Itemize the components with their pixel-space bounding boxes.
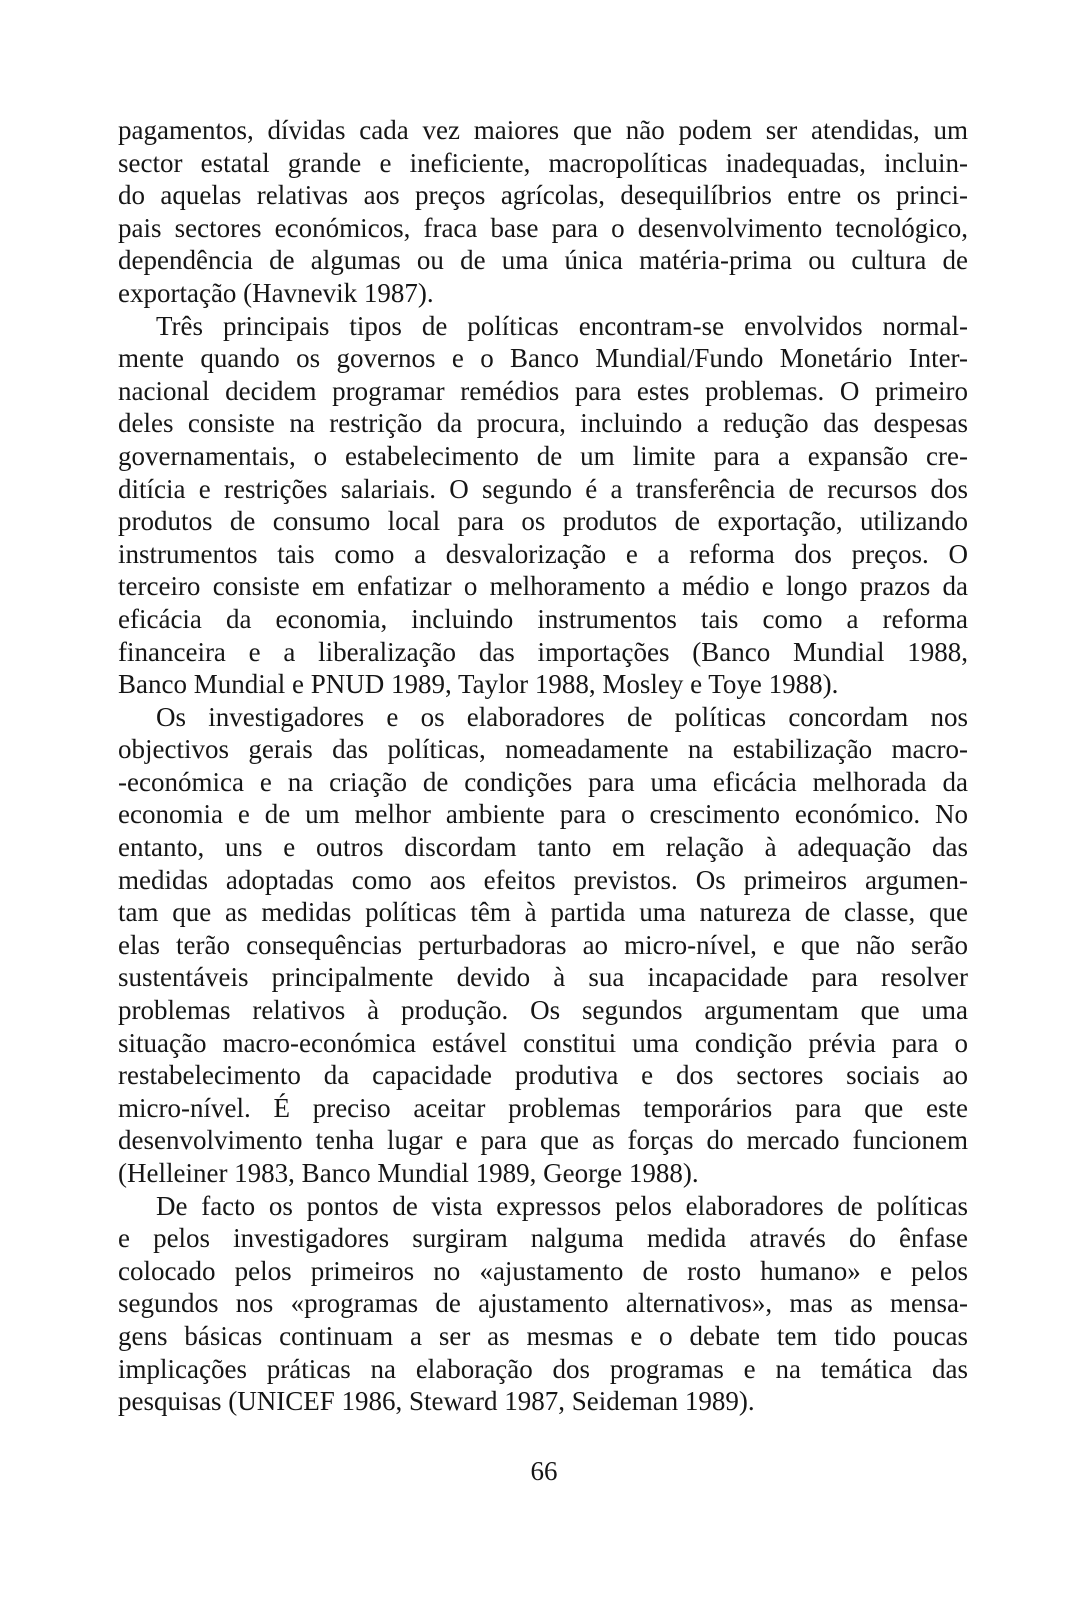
text-line: dependência de algumas ou de uma única matéria-prima ou cultura de	[118, 245, 968, 276]
text-line: economia e de um melhor ambiente para o crescimento económico. No	[118, 799, 968, 830]
text-line: De facto os pontos de vista expressos pelos elaboradores de políticas	[156, 1190, 968, 1221]
paragraph	[118, 114, 968, 310]
text-line: do aquelas relativas aos preços agrícolas, desequilíbrios entre os princi-	[118, 180, 968, 211]
text-line: Os investigadores e os elaboradores de políticas concordam nos	[156, 701, 968, 732]
text-line: gens básicas continuam a ser as mesmas e o debate tem tido poucas	[118, 1320, 968, 1351]
text-line: nacional decidem programar remédios para estes problemas. O primeiro	[118, 375, 968, 406]
text-line: problemas relativos à produção. Os segundos argumentam que uma	[118, 995, 968, 1026]
text-line: ditícia e restrições salariais. O segundo é a transferência de recursos dos	[118, 473, 968, 504]
text-line: medidas adoptadas como aos efeitos previstos. Os primeiros argumen-	[118, 864, 968, 895]
text-line: elas terão consequências perturbadoras ao micro-nível, e que não serão	[118, 929, 968, 960]
text-line: entanto, uns e outros discordam tanto em relação à adequação das	[118, 832, 968, 863]
text-line: micro-nível. É preciso aceitar problemas temporários para que este	[118, 1092, 968, 1123]
text-line: mente quando os governos e o Banco Mundial/Fundo Monetário Inter-	[118, 343, 968, 374]
text-line: e pelos investigadores surgiram nalguma medida através do ênfase	[118, 1223, 968, 1254]
body-text	[118, 114, 968, 1418]
text-line: pagamentos, dívidas cada vez maiores que não podem ser atendidas, um	[118, 115, 968, 145]
text-line: Banco Mundial e PNUD 1989, Taylor 1988, Mosley e Toye 1988).	[118, 669, 839, 700]
text-line: segundos nos «programas de ajustamento alternativos», mas as mensa-	[118, 1288, 968, 1319]
text-line: sector estatal grande e ineficiente, macropolíticas inadequadas, incluin-	[118, 147, 968, 178]
text-line: pesquisas (UNICEF 1986, Steward 1987, Seideman 1989).	[118, 1386, 755, 1417]
text-line: eficácia da economia, incluindo instrumentos tais como a reforma	[118, 603, 968, 634]
text-line: financeira e a liberalização das importações (Banco Mundial 1988,	[118, 636, 968, 667]
text-line: desenvolvimento tenha lugar e para que as forças do mercado funcionem	[118, 1125, 968, 1156]
text-line: restabelecimento da capacidade produtiva e dos sectores sociais ao	[118, 1060, 968, 1091]
text-line: exportação (Havnevik 1987).	[118, 277, 434, 308]
page-number: 66	[530, 1456, 558, 1486]
text-line: deles consiste na restrição da procura, incluindo a redução das despesas	[118, 408, 968, 439]
text-line: (Helleiner 1983, Banco Mundial 1989, George 1988).	[118, 1158, 699, 1188]
text-line: terceiro consiste em enfatizar o melhoramento a médio e longo prazos da	[118, 571, 968, 602]
text-line: pais sectores económicos, fraca base para o desenvolvimento tecnológico,	[118, 212, 968, 243]
paragraph	[118, 701, 968, 1190]
text-line: tam que as medidas políticas têm à partida uma natureza de classe, que	[118, 897, 968, 928]
paragraph	[118, 1190, 968, 1418]
text-line: sustentáveis principalmente devido à sua incapacidade para resolver	[118, 962, 968, 993]
text-line: produtos de consumo local para os produtos de exportação, utilizando	[118, 506, 968, 537]
text-line: governamentais, o estabelecimento de um limite para a expansão cre-	[118, 440, 968, 471]
text-line: instrumentos tais como a desvalorização e a reforma dos preços. O	[118, 538, 968, 569]
text-line: -económica e na criação de condições para uma eficácia melhorada da	[118, 766, 968, 797]
text-line: colocado pelos primeiros no «ajustamento de rosto humano» e pelos	[118, 1255, 968, 1286]
text-line: Três principais tipos de políticas encontram-se envolvidos normal-	[156, 310, 968, 341]
text-line: objectivos gerais das políticas, nomeadamente na estabilização macro-	[118, 734, 968, 765]
paragraph	[118, 310, 968, 701]
text-line: implicações práticas na elaboração dos programas e na temática das	[118, 1353, 968, 1384]
text-line: situação macro-económica estável constitui uma condição prévia para o	[118, 1027, 968, 1058]
